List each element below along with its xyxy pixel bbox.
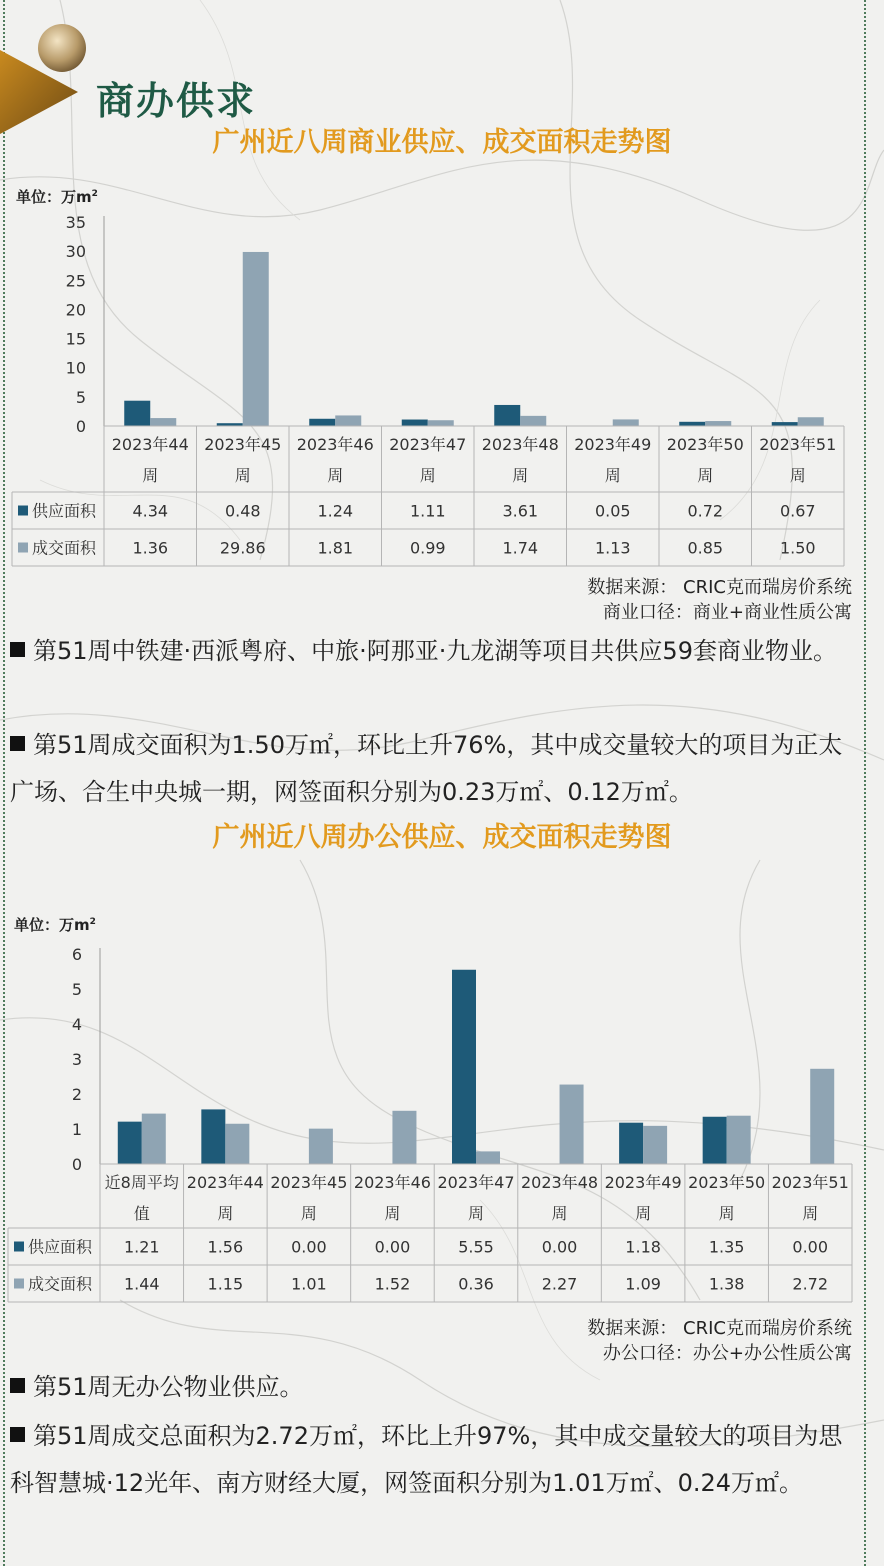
bar-supply [309,419,335,426]
x-tick-label-line2: 周 [697,466,714,485]
x-tick-label-line2: 周 [419,466,436,485]
bullet-icon [10,642,25,657]
bar-transaction [810,1069,834,1164]
x-tick-label: 2023年50 [688,1173,766,1192]
x-tick-label-line2: 周 [300,1204,317,1223]
office-paragraph-2: 第51周成交总面积为2.72万㎡，环比上升97%，其中成交量较大的项目为思科智慧城·12光年、南方财经大厦，网签面积分别为1.01万㎡、0.24万㎡。 [10,1422,843,1497]
data-label: 1.56 [207,1237,244,1257]
bar-transaction [243,252,269,426]
data-label: 0.05 [594,501,631,521]
bar-supply [494,405,520,426]
y-tick-label: 2 [71,1085,82,1104]
office-paragraph-1: 第51周无办公物业供应。 [10,1364,860,1411]
data-label: 1.18 [625,1237,661,1257]
commercial-source-line-2: 商业口径：商业+商业性质公寓 [602,602,852,623]
data-label: 3.61 [502,501,539,521]
office-source-line-2: 办公口径：办公+办公性质公寓 [602,1343,852,1364]
x-tick-label: 2023年47 [437,1173,515,1192]
x-tick-label-line2: 周 [142,466,159,485]
x-tick-label-line2: 周 [217,1204,234,1223]
data-label: 1.36 [132,538,169,558]
x-tick-label-line2: 周 [635,1204,652,1223]
data-label: 0.00 [291,1237,327,1257]
x-tick-label-line2: 周 [512,466,529,485]
data-label: 5.55 [458,1237,494,1257]
data-label: 29.86 [219,538,266,558]
legend-label: 成交面积 [32,538,97,558]
data-label: 0.00 [792,1237,829,1257]
legend-label: 供应面积 [28,1237,93,1257]
x-tick-label: 2023年48 [481,435,559,454]
data-label: 0.99 [409,538,446,558]
data-label: 1.81 [317,538,354,558]
legend-swatch [18,543,28,553]
bar-supply [619,1123,643,1164]
data-label: 1.15 [207,1274,244,1294]
x-tick-label: 2023年45 [204,435,282,454]
x-tick-label: 2023年45 [270,1173,348,1192]
bar-transaction [142,1114,166,1164]
data-label: 1.11 [409,501,446,521]
bar-transaction [428,420,454,426]
x-tick-label: 2023年44 [111,435,189,454]
y-tick-label: 35 [65,213,86,232]
commercial-paragraph-2: 第51周成交面积为1.50万㎡，环比上升76%，其中成交量较大的项目为正太广场、合生中央城一期，网签面积分别为0.23万㎡、0.12万㎡。 [10,731,843,806]
office-chart-title: 广州近八周办公供应、成交面积走势图 [212,822,672,853]
bar-transaction [392,1111,416,1164]
commercial-bar-chart [0,200,884,570]
x-tick-label-line2: 值 [133,1204,150,1223]
bar-supply [452,970,476,1164]
bar-transaction [335,415,361,426]
x-tick-label: 2023年47 [389,435,467,454]
x-tick-label: 2023年49 [574,435,652,454]
x-tick-label-line2: 周 [718,1204,735,1223]
bar-supply [118,1122,142,1164]
office-unit-label: 单位：万$m^2$ [14,916,96,934]
x-tick-label: 2023年46 [353,1173,431,1192]
x-tick-label-line2: 周 [234,466,251,485]
bar-supply [124,401,150,426]
y-tick-label: 5 [75,387,86,407]
office-bar-chart [0,930,884,1310]
bar-transaction [225,1124,249,1164]
bar-transaction [520,416,546,426]
bar-supply [679,422,705,426]
bullet-icon [10,1378,25,1393]
x-tick-label: 2023年48 [521,1173,599,1192]
x-tick-label-line2: 周 [467,1204,485,1223]
x-tick-label-line2: 周 [789,466,806,485]
bar-transaction [150,418,176,426]
y-tick-label: 25 [65,271,86,291]
bullet-icon [10,736,25,751]
data-label: 1.74 [502,538,539,558]
data-label: 1.35 [708,1237,745,1257]
x-tick-label-line2: 周 [384,1204,401,1223]
x-tick-label: 2023年44 [186,1173,264,1192]
bar-transaction [643,1126,667,1164]
legend-label: 供应面积 [32,501,97,521]
office-source [587,1316,852,1366]
data-label: 1.50 [779,538,816,558]
commercial-source [587,575,852,625]
data-label: 0.36 [458,1274,494,1294]
x-tick-label: 2023年50 [666,435,744,454]
bar-transaction [309,1129,333,1164]
x-tick-label-line2: 周 [802,1204,819,1223]
legend-swatch [14,1279,24,1289]
bar-transaction [705,421,731,426]
data-label: 1.09 [625,1274,661,1294]
data-label: 0.67 [779,501,816,521]
commercial-paragraph-1: 第51周中铁建·西派粤府、中旅·阿那亚·九龙湖等项目共供应59套商业物业。 [10,628,860,675]
data-label: 1.24 [317,501,354,521]
data-label: 0.85 [687,538,724,558]
bar-supply [201,1109,225,1164]
section-title: 商办供求 [96,79,257,123]
bar-transaction [560,1085,584,1164]
x-tick-label: 2023年51 [771,1173,849,1192]
bar-transaction [476,1151,500,1164]
x-tick-label: 2023年46 [296,435,374,454]
data-label: 4.34 [132,501,169,521]
y-tick-label: 0 [71,1155,82,1174]
x-tick-label: 近8周平均 [104,1173,179,1192]
x-tick-label-line2: 周 [551,1204,568,1223]
legend-swatch [14,1242,24,1252]
bar-transaction [613,419,639,426]
y-tick-label: 20 [65,300,86,320]
data-label: 0.48 [224,501,261,521]
x-tick-label: 2023年49 [604,1173,682,1192]
data-label: 1.01 [291,1274,327,1294]
x-tick-label-line2: 周 [604,466,621,485]
x-tick-label: 2023年51 [759,435,837,454]
data-label: 2.27 [541,1274,578,1294]
data-label: 2.72 [792,1274,829,1294]
bar-transaction [798,417,824,426]
bar-transaction [727,1116,751,1164]
y-tick-label: 0 [75,417,86,436]
y-tick-label: 6 [71,945,82,964]
bar-supply [703,1117,727,1164]
commercial-chart-title: 广州近八周商业供应、成交面积走势图 [212,127,672,158]
data-label: 1.13 [594,538,631,558]
commercial-source-line-1: 数据来源： CRIC克而瑞房价系统 [587,577,852,598]
data-label: 1.38 [708,1274,745,1294]
bar-supply [772,422,798,426]
y-tick-label: 15 [65,329,86,349]
y-tick-label: 5 [71,980,82,999]
bullet-icon [10,1427,25,1442]
data-label: 0.72 [687,501,724,521]
y-tick-label: 10 [65,358,86,378]
legend-swatch [18,506,28,516]
data-label: 1.44 [123,1274,160,1294]
y-tick-label: 30 [65,242,86,262]
y-tick-label: 3 [71,1050,82,1069]
office-source-line-1: 数据来源： CRIC克而瑞房价系统 [587,1318,852,1339]
data-label: 1.52 [374,1274,411,1294]
commercial-unit-label: 单位：万$m^2$ [16,188,98,206]
legend-label: 成交面积 [28,1274,93,1294]
data-label: 0.00 [374,1237,411,1257]
y-tick-label: 4 [71,1015,82,1034]
y-tick-label: 1 [71,1120,82,1139]
x-tick-label-line2: 周 [327,466,344,485]
data-label: 0.00 [541,1237,578,1257]
data-label: 1.21 [123,1237,160,1257]
bar-supply [402,420,428,426]
